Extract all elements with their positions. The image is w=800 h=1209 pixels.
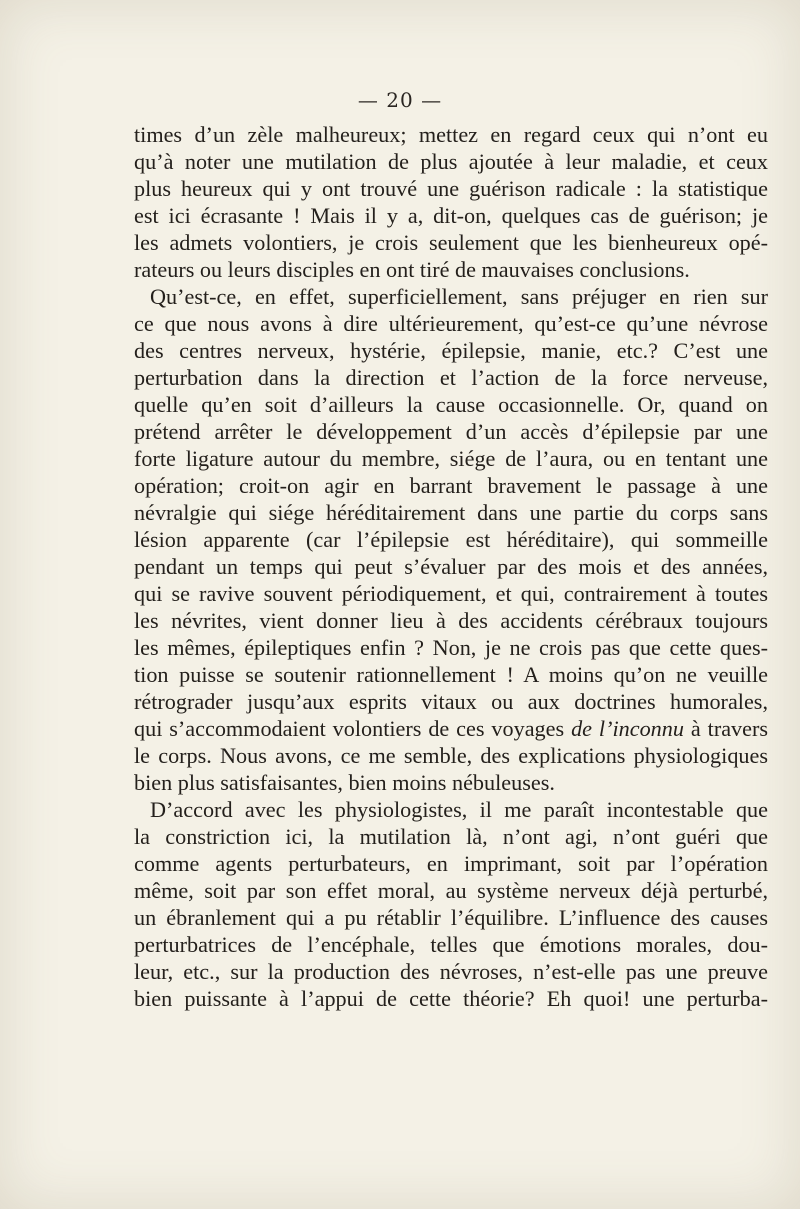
- text-line: [134, 715, 768, 742]
- text-segment: à travers: [683, 716, 769, 741]
- text-line: leur, etc., sur la production des névroses, n’est-elle pas une preuve: [134, 959, 768, 984]
- text-line: qui se ravive souvent périodiquement, et qui, contrairement à toutes: [134, 581, 768, 606]
- text-segment: qui s’accommodaient volontiers de ces voyages: [134, 716, 572, 741]
- text-line: times d’un zèle malheureux; mettez en regard ceux qui n’ont eu: [134, 122, 768, 147]
- italic-phrase: de l’inconnu: [571, 716, 684, 741]
- text-line: rateurs ou leurs disciples en ont tiré de mauvaises conclusions.: [134, 257, 690, 282]
- text-line: des centres nerveux, hystérie, épilepsie, manie, etc.? C’est une: [134, 338, 768, 363]
- text-line: les admets volontiers, je crois seulement que les bienheureux opé-: [134, 230, 768, 255]
- text-line: la constriction ici, la mutilation là, n’ont agi, n’ont guéri que: [134, 824, 768, 849]
- text-line: bien puissante à l’appui de cette théorie? Eh quoi! une perturba-: [134, 986, 768, 1011]
- text-line: qu’à noter une mutilation de plus ajoutée à leur maladie, et ceux: [134, 149, 768, 174]
- text-line: même, soit par son effet moral, au système nerveux déjà perturbé,: [134, 878, 768, 903]
- text-line: le corps. Nous avons, ce me semble, des explications physiologiques: [134, 743, 768, 768]
- text-line: forte ligature autour du membre, siége de l’aura, ou en tentant une: [134, 446, 768, 471]
- text-line: prétend arrêter le développement d’un accès d’épilepsie par une: [134, 419, 768, 444]
- text-line: quelle qu’en soit d’ailleurs la cause occasionnelle. Or, quand on: [134, 392, 768, 417]
- text-line: comme agents perturbateurs, en imprimant, soit par l’opération: [134, 851, 768, 876]
- text-line: tion puisse se soutenir rationnellement ! A moins qu’on ne veuille: [134, 662, 768, 687]
- text-line: un ébranlement qui a pu rétablir l’équilibre. L’influence des causes: [134, 905, 768, 930]
- text-line: perturbation dans la direction et l’action de la force nerveuse,: [134, 365, 768, 390]
- text-line: les névrites, vient donner lieu à des accidents cérébraux toujours: [134, 608, 768, 633]
- text-line: Qu’est-ce, en effet, superficiellement, sans préjuger en rien sur: [150, 284, 768, 309]
- text-line: opération; croit-on agir en barrant bravement le passage à une: [134, 473, 768, 498]
- text-line: perturbatrices de l’encéphale, telles que émotions morales, dou-: [134, 932, 768, 957]
- text-line: est ici écrasante ! Mais il y a, dit-on, quelques cas de guérison; je: [134, 203, 768, 228]
- text-line: plus heureux qui y ont trouvé une guérison radicale : la statistique: [134, 176, 768, 201]
- text-line: bien plus satisfaisantes, bien moins nébuleuses.: [134, 770, 555, 795]
- text-line: les mêmes, épileptiques enfin ? Non, je ne crois pas que cette ques-: [134, 635, 768, 660]
- text-line: ce que nous avons à dire ultérieurement, qu’est-ce qu’une névrose: [134, 311, 768, 336]
- text-line: D’accord avec les physiologistes, il me paraît incontestable que: [150, 797, 768, 822]
- text-line: névralgie qui siége héréditairement dans une partie du corps sans: [134, 500, 768, 525]
- text-line: pendant un temps qui peut s’évaluer par des mois et des années,: [134, 554, 768, 579]
- text-line: lésion apparente (car l’épilepsie est héréditaire), qui sommeille: [134, 527, 768, 552]
- page-number: — 20 —: [357, 88, 443, 112]
- text-line: rétrograder jusqu’aux esprits vitaux ou aux doctrines humorales,: [134, 689, 768, 714]
- body-text: [134, 121, 768, 1012]
